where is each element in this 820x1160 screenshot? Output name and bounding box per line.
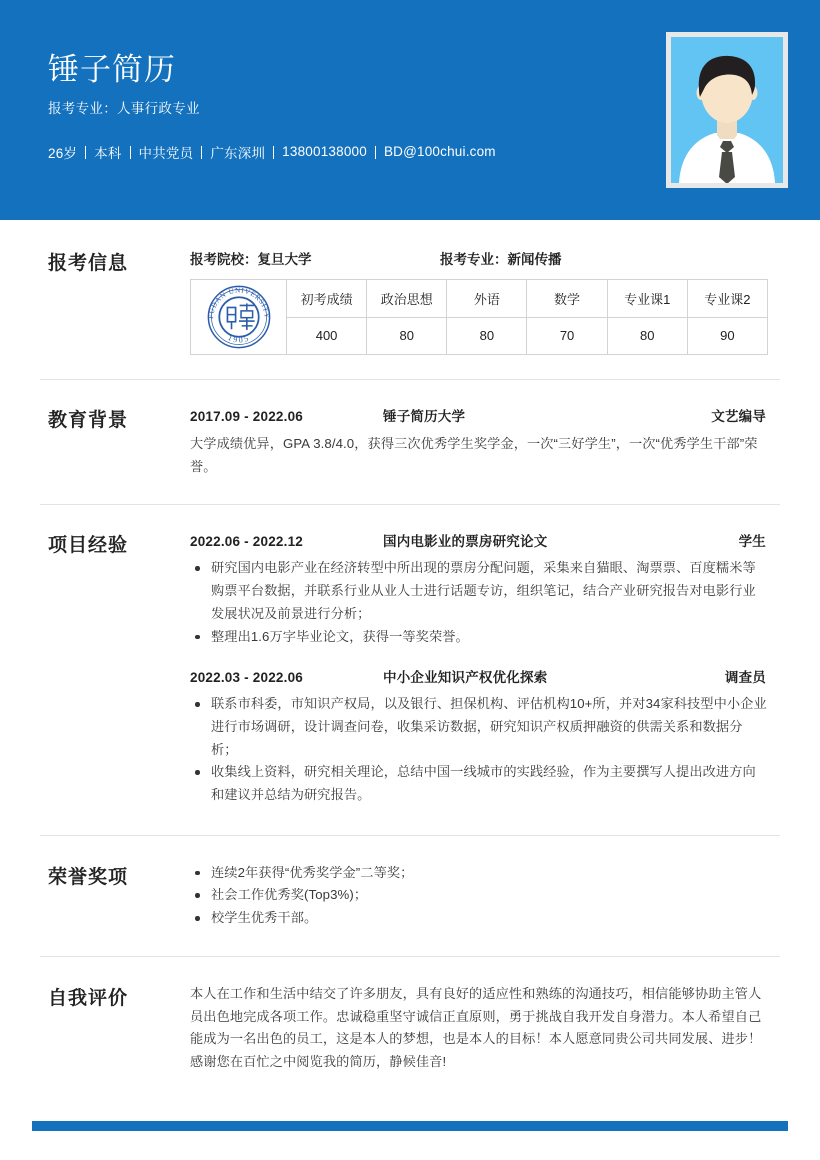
- meta-separator-icon: [273, 146, 274, 159]
- entry-role: 文艺编导: [711, 409, 766, 424]
- table-value-cell: 70: [527, 317, 607, 355]
- avatar: [666, 32, 788, 188]
- university-logo-cell: [191, 280, 287, 355]
- header-subtitle: 报考专业：人事行政专业: [48, 100, 200, 116]
- person-illustration-icon: [671, 37, 783, 183]
- meta-location: 广东深圳: [210, 145, 266, 161]
- list-item: 收集线上资料，研究相关理论，总结中国一线城市的实践经验，作为主要撰写人提出改进方向和建议并总结为研究报告。: [190, 761, 768, 806]
- self-evaluation-body: [190, 983, 780, 1074]
- entry-title: 锤子简历大学: [383, 409, 466, 424]
- header-identity-block: [48, 52, 496, 162]
- project-entry: [190, 530, 768, 648]
- table-header-cell: 政治思想: [367, 280, 447, 318]
- section-education: [0, 380, 820, 504]
- section-self-evaluation: [0, 957, 820, 1094]
- section-label-exam-info: 报考信息: [48, 253, 129, 274]
- meta-separator-icon: [201, 146, 202, 159]
- honors-body: [190, 862, 780, 930]
- entry-date: 2022.06 - 2022.12: [190, 534, 303, 550]
- footer-accent-bar: [32, 1121, 788, 1131]
- resume-header: [0, 0, 820, 220]
- section-label-self-evaluation: 自我评价: [48, 987, 129, 1009]
- meta-separator-icon: [375, 146, 376, 159]
- section-exam-info: [0, 220, 820, 379]
- table-header-cell: 外语: [447, 280, 527, 318]
- portrait-photo-icon: [671, 37, 783, 183]
- section-honors: [0, 836, 820, 956]
- entry-role: 学生: [738, 534, 766, 550]
- entry-title: 国内电影业的票房研究论文: [383, 534, 548, 550]
- honors-bullet-list: [190, 862, 768, 930]
- education-body: [190, 405, 780, 478]
- table-header-cell: 专业课1: [607, 280, 687, 318]
- table-value-cell: 80: [607, 317, 687, 355]
- table-value-cell: 90: [687, 317, 767, 355]
- list-item: 整理出1.6万字毕业论文，获得一等奖荣誉。: [190, 626, 768, 649]
- table-header-cell: 专业课2: [687, 280, 767, 318]
- header-meta-list: [48, 142, 496, 162]
- meta-email: BD@100chui.com: [383, 144, 496, 160]
- logo-year-text: 1905: [225, 333, 252, 345]
- exam-major: 报考专业：新闻传播: [440, 252, 562, 267]
- list-item: 校学生优秀干部。: [190, 907, 768, 930]
- entry-header: [190, 405, 768, 425]
- page-title: 锤子简历: [48, 52, 176, 87]
- table-header-cell: 数学: [527, 280, 607, 318]
- meta-age: 26岁: [48, 145, 78, 161]
- list-item: 研究国内电影产业在经济转型中所出现的票房分配问题，采集来自猫眼、淘票票、百度糯米等购票平台数据，并联系行业从业人士进行话题专访，组织笔记，结合产业研究报告对电影行业发展状况及前景进行分析；: [190, 557, 768, 625]
- section-label-education: 教育背景: [48, 410, 129, 431]
- meta-separator-icon: [85, 146, 86, 159]
- meta-phone: 13800138000: [282, 144, 367, 160]
- section-label-honors: 荣誉奖项: [48, 866, 129, 888]
- score-table: [190, 279, 768, 355]
- entry-description: 大学成绩优异，GPA 3.8/4.0，获得三次优秀学生奖学金，一次“三好学生”，一次“优秀学生干部”荣誉。: [190, 436, 758, 474]
- meta-political-status: 中共党员: [138, 145, 194, 161]
- list-item: 联系市科委，市知识产权局，以及银行、担保机构、评估机构10+所，并对34家科技型中小企业进行市场调研，设计调查问卷，收集采访数据，研究知识产权质押融资的供需关系和数据分析；: [190, 693, 768, 761]
- entry-role: 调查员: [724, 670, 766, 686]
- entry-header: [190, 530, 768, 550]
- exam-info-headline: [190, 248, 768, 268]
- exam-school: 报考院校：复旦大学: [190, 252, 312, 267]
- exam-info-body: [190, 248, 780, 355]
- entry-date: 2022.03 - 2022.06: [190, 670, 303, 686]
- meta-degree: 本科: [94, 145, 122, 161]
- education-entry: [190, 405, 768, 478]
- project-entry: [190, 666, 768, 807]
- section-projects: [0, 505, 820, 834]
- fudan-university-logo-icon: [205, 283, 273, 351]
- table-value-cell: 80: [447, 317, 527, 355]
- entry-bullet-list: [190, 557, 768, 648]
- table-value-cell: 80: [367, 317, 447, 355]
- resume-body: [0, 220, 820, 1094]
- table-value-cell: 400: [287, 317, 367, 355]
- list-item: 社会工作优秀奖(Top3%)；: [190, 884, 768, 907]
- table-header-cell: 初考成绩: [287, 280, 367, 318]
- projects-body: [190, 530, 780, 806]
- svg-text:FUDAN UNIVERSITY: [207, 286, 271, 319]
- self-evaluation-text: 本人在工作和生活中结交了许多朋友，具有良好的适应性和熟练的沟通技巧，相信能够协助主管人员出色地完成各项工作。忠诚稳重坚守诚信正直原则，勇于挑战自我开发自身潜力。本人希望自己能成为一名出色的员工，这是本人的梦想，也是本人的目标！本人愿意同贵公司共同发展、进步！感谢您在百忙之中阅览我的简历，静候佳音!: [190, 985, 762, 1069]
- section-label-projects: 项目经验: [48, 535, 129, 557]
- meta-separator-icon: [130, 146, 131, 159]
- entry-bullet-list: [190, 693, 768, 807]
- list-item: 连续2年获得“优秀奖学金”二等奖；: [190, 862, 768, 885]
- entry-date: 2017.09 - 2022.06: [190, 409, 303, 424]
- entry-title: 中小企业知识产权优化探索: [383, 670, 548, 686]
- table-row-headers: [191, 280, 768, 318]
- logo-arc-text: FUDAN UNIVERSITY: [206, 286, 271, 320]
- entry-header: [190, 666, 768, 686]
